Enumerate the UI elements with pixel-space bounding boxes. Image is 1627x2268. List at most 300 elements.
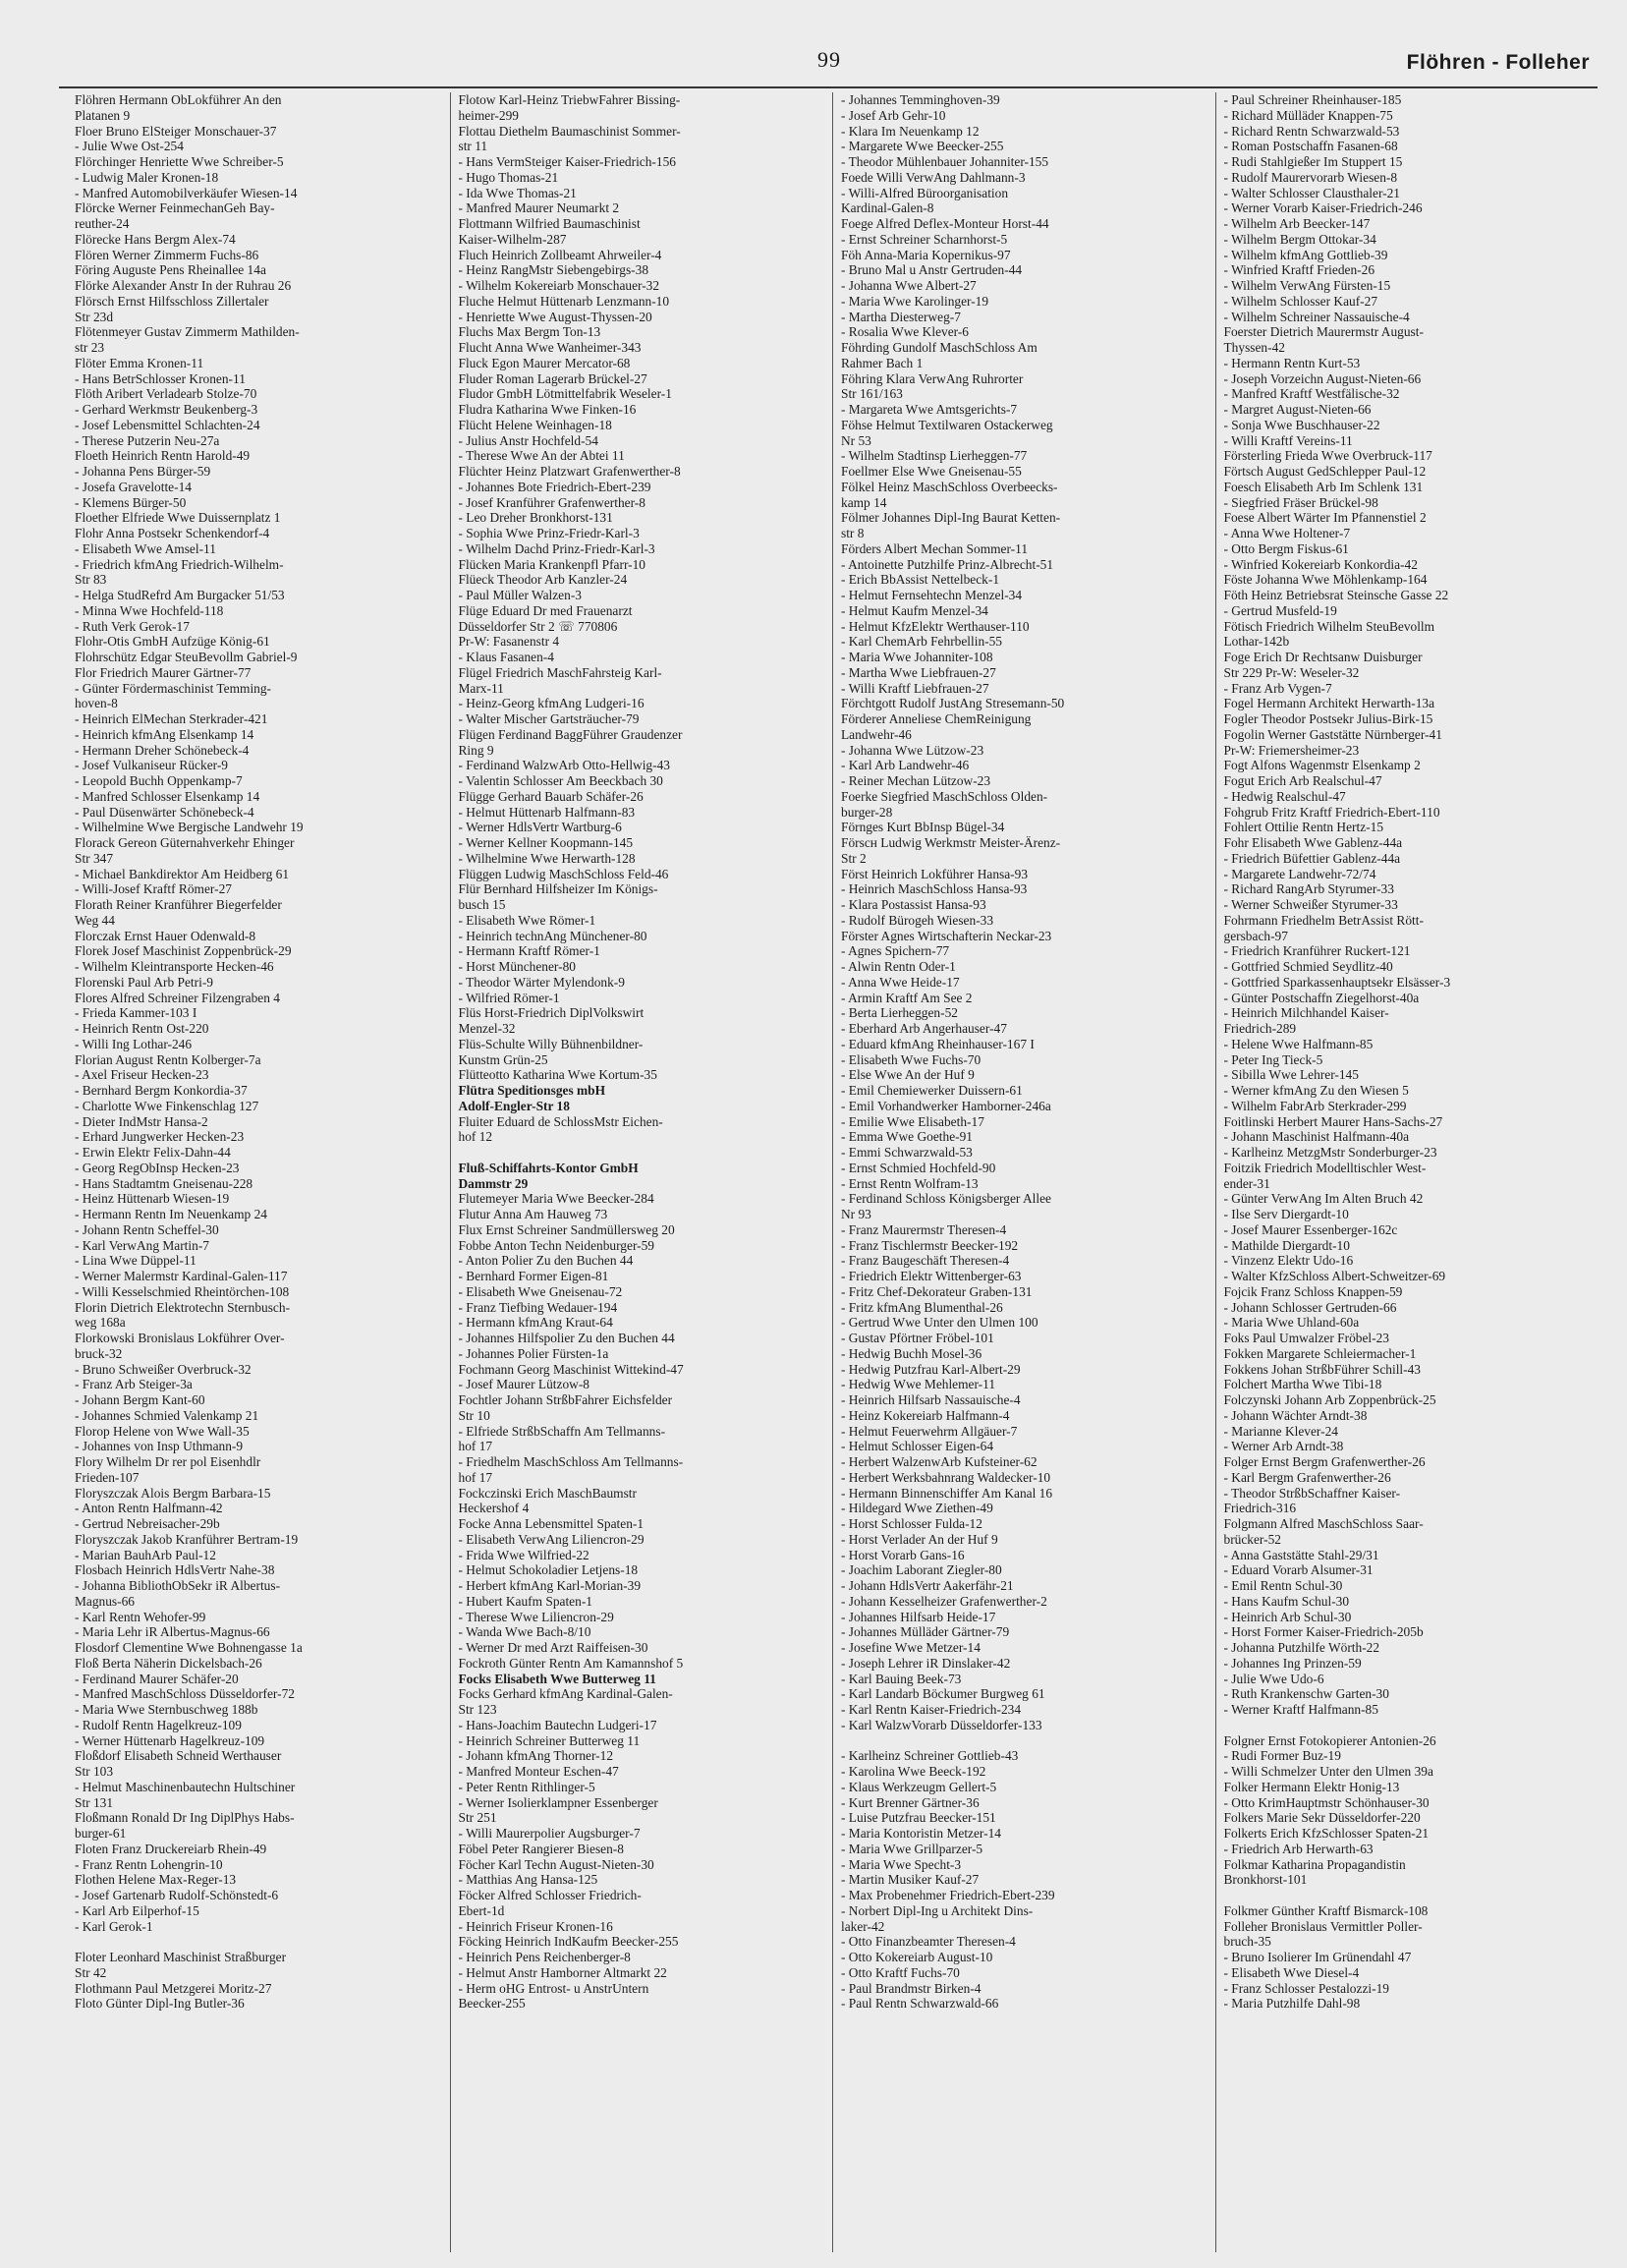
- directory-entry: Florian August Rentn Kolberger-7a: [75, 1051, 261, 1067]
- directory-entry: - Marianne Klever-24: [1223, 1423, 1338, 1439]
- directory-entry: Folleher Bronislaus Vermittler Poller-: [1223, 1918, 1423, 1934]
- directory-entry: - Johanna Wwe Albert-27: [841, 278, 977, 293]
- directory-entry: Str 103: [75, 1764, 114, 1779]
- directory-entry: Föcking Heinrich IndKaufm Beecker-255: [458, 1934, 679, 1950]
- directory-entry: - Eduard Vorarb Alsumer-31: [1223, 1562, 1374, 1578]
- directory-entry: Flügen Ferdinand BaggFührer Graudenzer: [458, 726, 683, 742]
- directory-entry: Foitzik Friedrich Modelltischler West-: [1223, 1160, 1427, 1175]
- directory-entry: Floßmann Ronald Dr Ing DiplPhys Habs-: [75, 1810, 295, 1826]
- directory-entry: gersbach-97: [1223, 928, 1288, 943]
- directory-entry: - Karl Landarb Böckumer Burgweg 61: [841, 1686, 1045, 1702]
- directory-entry: - Gertrud Nebreisacher-29b: [75, 1516, 220, 1531]
- directory-entry: - Johannes Bote Friedrich-Ebert-239: [458, 479, 651, 494]
- directory-entry: - Hermann Binnenschiffer Am Kanal 16: [841, 1485, 1053, 1501]
- directory-entry: - Horst Verlader An der Huf 9: [841, 1531, 998, 1547]
- directory-entry: - Michael Bankdirektor Am Heidberg 61: [75, 866, 290, 881]
- header-rule: [59, 86, 1598, 88]
- directory-entry: - Wilhelm Bergm Ottokar-34: [1223, 231, 1376, 247]
- directory-entry: Flören Werner Zimmerm Fuchs-86: [75, 247, 259, 262]
- directory-entry: - Johann Kesselheizer Grafenwerther-2: [841, 1593, 1047, 1609]
- directory-entry: - Manfred Automobilverkäufer Wiesen-14: [75, 185, 298, 200]
- directory-entry: - Klemens Bürger-50: [75, 494, 187, 510]
- directory-entry: - Elisabeth Wwe Gneisenau-72: [458, 1283, 623, 1299]
- directory-entry: - Helmut Kaufm Menzel-34: [841, 602, 988, 618]
- directory-entry: - Horst Former Kaiser-Friedrich-205b: [1223, 1624, 1424, 1640]
- directory-entry: - Horst Vorarb Gans-16: [841, 1547, 965, 1562]
- directory-entry: - Ruth Krankenschw Garten-30: [1223, 1686, 1389, 1702]
- directory-entry: - Agnes Spichern-77: [841, 943, 950, 959]
- directory-entry: - Winfried Kraftf Frieden-26: [1223, 262, 1375, 278]
- directory-entry: - Margareta Wwe Amtsgerichts-7: [841, 402, 1018, 417]
- directory-entry: Fludor GmbH Lötmittelfabrik Weseler-1: [458, 386, 672, 402]
- directory-entry: Fluder Roman Lagerarb Brückel-27: [458, 370, 647, 386]
- directory-entry: Flörsch Ernst Hilfsschloss Zillertaler: [75, 293, 269, 309]
- directory-entry: - Theodor Wärter Mylendonk-9: [458, 974, 625, 990]
- directory-entry: - Otto Finanzbeamter Theresen-4: [841, 1934, 1016, 1950]
- directory-entry: - Karolina Wwe Beeck-192: [841, 1764, 986, 1779]
- directory-entry: Flöter Emma Kronen-11: [75, 355, 204, 370]
- directory-entry: brücker-52: [1223, 1531, 1281, 1547]
- directory-entry: - Horst Schlosser Fulda-12: [841, 1516, 982, 1531]
- directory-entry: Fohlert Ottilie Rentn Hertz-15: [1223, 820, 1384, 835]
- directory-entry: Pr-W: Friemersheimer-23: [1223, 742, 1360, 758]
- directory-entry: - Wilhelm Kokereiarb Monschauer-32: [458, 278, 660, 293]
- directory-entry: Foitlinski Herbert Maurer Hans-Sachs-27: [1223, 1113, 1443, 1129]
- directory-entry: - Heinrich MaschSchloss Hansa-93: [841, 881, 1028, 897]
- directory-entry: - Hedwig Realschul-47: [1223, 788, 1346, 804]
- directory-entry: - Werner Malermstr Kardinal-Galen-117: [75, 1269, 288, 1283]
- directory-entry: - Emilie Wwe Elisabeth-17: [841, 1113, 984, 1129]
- directory-entry: - Johann Bergm Kant-60: [75, 1392, 205, 1407]
- directory-entry: Floter Leonhard Maschinist Straßburger: [75, 1950, 287, 1964]
- directory-entry: Florack Gereon Güternahverkehr Ehinger: [75, 835, 295, 850]
- directory-entry: kamp 14: [841, 494, 887, 510]
- directory-entry: - Otto Kraftf Fuchs-70: [841, 1964, 960, 1980]
- directory-entry: Fochmann Georg Maschinist Wittekind-47: [458, 1361, 684, 1377]
- directory-entry: - Otto KrimHauptmstr Schönhauser-30: [1223, 1794, 1430, 1810]
- directory-entry: - Erhard Jungwerker Hecken-23: [75, 1129, 245, 1145]
- directory-entry: str 8: [841, 526, 865, 540]
- directory-entry: - Helmut KfzElektr Werthauser-110: [841, 618, 1030, 634]
- directory-entry: - Heinrich ElMechan Sterkrader-421: [75, 711, 268, 726]
- directory-entry: - Wilhelm Kleintransporte Hecken-46: [75, 959, 274, 974]
- directory-entry: - Rudi Stahlgießer Im Stuppert 15: [1223, 154, 1403, 169]
- directory-entry: Flütteotto Katharina Wwe Kortum-35: [458, 1067, 657, 1083]
- directory-entry: - Axel Friseur Hecken-23: [75, 1067, 209, 1083]
- directory-entry: Flörcke Werner FeinmechanGeh Bay-: [75, 200, 275, 216]
- directory-entry: Florop Helene von Wwe Wall-35: [75, 1423, 250, 1439]
- directory-entry: - Karl ChemArb Fehrbellin-55: [841, 634, 1002, 650]
- directory-entry: - Erich BbAssist Nettelbeck-1: [841, 572, 1000, 588]
- directory-entry: - Norbert Dipl-Ing u Architekt Dins-: [841, 1902, 1034, 1918]
- directory-entry: - Reiner Mechan Lützow-23: [841, 773, 991, 788]
- directory-entry: - Martha Wwe Liebfrauen-27: [841, 664, 996, 680]
- directory-entry: [1224, 1718, 1591, 1733]
- directory-entry: - Anna Wwe Holtener-7: [1223, 526, 1351, 540]
- directory-entry: - Karl Gerok-1: [75, 1918, 153, 1934]
- directory-entry: - Ernst Rentn Wolfram-13: [841, 1175, 979, 1191]
- directory-entry: - Rudolf Rentn Hagelkreuz-109: [75, 1717, 242, 1732]
- directory-entry: - Wilhelm Schlosser Kauf-27: [1223, 293, 1378, 309]
- directory-entry: Floten Franz Druckereiarb Rhein-49: [75, 1841, 267, 1856]
- page-header: [59, 47, 1598, 83]
- directory-entry: Flüge Eduard Dr med Frauenarzt: [458, 602, 633, 618]
- directory-entry: - Friedrich kfmAng Friedrich-Wilhelm-: [75, 556, 284, 572]
- directory-entry: Nr 93: [841, 1207, 871, 1221]
- directory-entry: - Fritz kfmAng Blumenthal-26: [841, 1299, 1003, 1315]
- directory-entry: Kunstm Grün-25: [458, 1051, 548, 1067]
- directory-entry: - Richard Mülläder Knappen-75: [1223, 107, 1393, 123]
- directory-entry: - Willi Schmelzer Unter den Ulmen 39a: [1223, 1764, 1433, 1779]
- directory-entry: Fogut Erich Arb Realschul-47: [1223, 773, 1382, 788]
- directory-entry: - Anton Rentn Halfmann-42: [75, 1501, 223, 1516]
- directory-entry: - Wanda Wwe Bach-8/10: [458, 1624, 591, 1640]
- directory-columns: [67, 92, 1598, 2252]
- directory-entry: - Anna Wwe Heide-17: [841, 974, 960, 990]
- directory-entry: - Emil Chemiewerker Duissern-61: [841, 1083, 1023, 1098]
- directory-entry: Fokken Margarete Schleiermacher-1: [1223, 1345, 1417, 1361]
- directory-entry: - Gottfried Sparkassenhauptsekr Elsässer-3: [1223, 974, 1451, 990]
- directory-entry: - Franz Tiefbing Wedauer-194: [458, 1299, 618, 1315]
- directory-entry: - Klara Postassist Hansa-93: [841, 897, 986, 912]
- directory-entry: - Otto Bergm Fiskus-61: [1223, 540, 1349, 556]
- directory-entry: - Josef Arb Gehr-10: [841, 107, 946, 123]
- directory-entry: - Helmut Schokoladier Letjens-18: [458, 1562, 639, 1578]
- directory-entry: - Josef Maurer Essenberger-162c: [1223, 1221, 1398, 1237]
- directory-entry: hoven-8: [75, 696, 118, 711]
- directory-entry: Fogt Alfons Wagenmstr Elsenkamp 2: [1223, 758, 1421, 773]
- directory-entry: Str 251: [458, 1810, 497, 1826]
- directory-entry: - Johann Wächter Arndt-38: [1223, 1407, 1368, 1423]
- directory-entry: Flücht Helene Weinhagen-18: [458, 417, 612, 432]
- directory-entry: - Werner HdlsVertr Wartburg-6: [458, 820, 622, 835]
- directory-entry: - Johann Rentn Scheffel-30: [75, 1221, 219, 1237]
- directory-entry: burger-28: [841, 804, 893, 820]
- directory-entry: - Gerhard Werkmstr Beukenberg-3: [75, 402, 258, 417]
- directory-entry: Flotow Karl-Heinz TriebwFahrer Bissing-: [458, 92, 681, 107]
- directory-entry: - Werner Kraftf Halfmann-85: [1223, 1702, 1378, 1717]
- directory-entry: - Wilfried Römer-1: [458, 990, 560, 1005]
- directory-entry: Flüeck Theodor Arb Kanzler-24: [458, 572, 628, 588]
- directory-entry: - Willi-Alfred Büroorganisation: [841, 185, 1009, 200]
- directory-entry: Floßdorf Elisabeth Schneid Werthauser: [75, 1748, 282, 1764]
- directory-entry: Fluiter Eduard de SchlossMstr Eichen-: [458, 1113, 663, 1129]
- directory-entry: - Maria Wwe Grillparzer-5: [841, 1841, 983, 1856]
- directory-entry: - Manfred Maurer Neumarkt 2: [458, 200, 620, 216]
- directory-entry: weg 168a: [75, 1315, 126, 1331]
- directory-entry: - Josefine Wwe Metzer-14: [841, 1640, 981, 1655]
- directory-entry: - Johannes Hilfspolier Zu den Buchen 44: [458, 1331, 675, 1345]
- directory-entry: - Johannes Ing Prinzen-59: [1223, 1655, 1362, 1671]
- directory-entry: ender-31: [1223, 1175, 1270, 1191]
- directory-entry: - Manfred MaschSchloss Düsseldorfer-72: [75, 1686, 295, 1702]
- directory-entry: - Heinrich Arb Schul-30: [1223, 1609, 1352, 1624]
- directory-entry: - Julie Wwe Ost-254: [75, 139, 184, 154]
- directory-entry: - Werner Isolierklampner Essenberger: [458, 1794, 658, 1810]
- directory-entry: Flörke Alexander Anstr In der Ruhrau 26: [75, 278, 292, 293]
- directory-entry: - Herbert WalzenwArb Kufsteiner-62: [841, 1454, 1038, 1469]
- directory-entry: - Peter Ing Tieck-5: [1223, 1051, 1323, 1067]
- directory-entry: - Vinzenz Elektr Udo-16: [1223, 1253, 1354, 1269]
- directory-entry: - Heinz Hüttenarb Wiesen-19: [75, 1191, 230, 1207]
- directory-entry: - Manfred Schlosser Elsenkamp 14: [75, 788, 260, 804]
- directory-entry: - Karl VerwAng Martin-7: [75, 1237, 209, 1253]
- directory-entry: - Frida Wwe Wilfried-22: [458, 1547, 589, 1562]
- directory-entry: Foks Paul Umwalzer Fröbel-23: [1223, 1331, 1389, 1345]
- directory-entry: - Rudolf Bürogeh Wiesen-33: [841, 912, 994, 928]
- directory-entry: - Willi Maurerpolier Augsburger-7: [458, 1826, 641, 1841]
- directory-entry: [459, 1145, 825, 1161]
- directory-entry: Kardinal-Galen-8: [841, 200, 934, 216]
- directory-entry: - Elisabeth Wwe Fuchs-70: [841, 1051, 982, 1067]
- directory-entry: - Maria Wwe Sternbuschweg 188b: [75, 1702, 258, 1717]
- directory-entry: - Werner Dr med Arzt Raiffeisen-30: [458, 1640, 648, 1655]
- directory-entry: - Karl Arb Landwehr-46: [841, 758, 970, 773]
- directory-entry: - Hubert Kaufm Spaten-1: [458, 1593, 592, 1609]
- directory-entry: - Armin Kraftf Am See 2: [841, 990, 973, 1005]
- directory-entry: Florenski Paul Arb Petri-9: [75, 974, 213, 990]
- directory-entry: - Hedwig Putzfrau Karl-Albert-29: [841, 1361, 1021, 1377]
- directory-entry: - Heinrich Schreiner Butterweg 11: [458, 1732, 641, 1748]
- directory-entry: - Johann Schlosser Gertruden-66: [1223, 1299, 1397, 1315]
- directory-entry: Flüggen Ludwig MaschSchloss Feld-46: [458, 866, 669, 881]
- directory-entry: - Wilhelm kfmAng Gottlieb-39: [1223, 247, 1388, 262]
- directory-entry: burger-61: [75, 1826, 127, 1841]
- directory-entry: laker-42: [841, 1918, 885, 1934]
- directory-entry: Flosdorf Clementine Wwe Bohnengasse 1a: [75, 1640, 303, 1655]
- directory-entry: - Werner Vorarb Kaiser-Friedrich-246: [1223, 200, 1423, 216]
- directory-entry: busch 15: [458, 897, 506, 912]
- directory-entry: Folchert Martha Wwe Tibi-18: [1223, 1377, 1382, 1392]
- directory-entry: - Johannes Temminghoven-39: [841, 92, 1000, 107]
- directory-entry: - Herbert kfmAng Karl-Morian-39: [458, 1578, 642, 1593]
- directory-entry: heimer-299: [458, 107, 519, 123]
- directory-entry: Flütra Speditionsges mbH: [458, 1083, 606, 1098]
- directory-entry: [1224, 1888, 1591, 1903]
- directory-entry: - Friedrich Büfettier Gablenz-44a: [1223, 850, 1401, 866]
- directory-entry: - Helmut Feuerwehrm Allgäuer-7: [841, 1423, 1018, 1439]
- directory-entry: Försterling Frieda Wwe Overbruck-117: [1223, 448, 1432, 464]
- directory-entry: - Richard Rentn Schwarzwald-53: [1223, 123, 1400, 139]
- directory-entry: Föcker Alfred Schlosser Friedrich-: [458, 1888, 642, 1902]
- directory-entry: Focks Gerhard kfmAng Kardinal-Galen-: [458, 1686, 673, 1702]
- directory-entry: - Werner kfmAng Zu den Wiesen 5: [1223, 1083, 1409, 1098]
- directory-entry: bruch-35: [1223, 1934, 1271, 1950]
- directory-entry: - Julius Anstr Hochfeld-54: [458, 432, 598, 448]
- directory-entry: Florkowski Bronislaus Lokführer Over-: [75, 1331, 285, 1345]
- directory-entry: - Bernhard Former Eigen-81: [458, 1269, 609, 1283]
- directory-entry: Foellmer Else Wwe Gneisenau-55: [841, 464, 1022, 479]
- directory-entry: - Johannes Schmied Valenkamp 21: [75, 1407, 259, 1423]
- directory-entry: [841, 1733, 1207, 1749]
- column-3: [832, 92, 1215, 2252]
- directory-entry: Folgner Ernst Fotokopierer Antonien-26: [1223, 1732, 1436, 1748]
- directory-entry: - Gustav Pförtner Fröbel-101: [841, 1331, 994, 1345]
- directory-entry: Foese Albert Wärter Im Pfannenstiel 2: [1223, 510, 1427, 526]
- directory-entry: - Kurt Brenner Gärtner-36: [841, 1794, 980, 1810]
- directory-entry: - Hildegard Wwe Ziethen-49: [841, 1501, 993, 1516]
- directory-entry: Fohr Elisabeth Wwe Gablenz-44a: [1223, 835, 1403, 850]
- directory-entry: - Josef Lebensmittel Schlachten-24: [75, 417, 260, 432]
- directory-entry: - Peter Rentn Rithlinger-5: [458, 1779, 595, 1794]
- directory-entry: - Helmut Fernsehtechn Menzel-34: [841, 588, 1023, 602]
- directory-entry: - Heinrich Friseur Kronen-16: [458, 1918, 613, 1934]
- directory-entry: - Heinrich Rentn Ost-220: [75, 1021, 209, 1036]
- directory-entry: Str 2: [841, 850, 867, 866]
- directory-entry: - Karl Rentn Kaiser-Friedrich-234: [841, 1702, 1022, 1717]
- directory-entry: - Johannes Hilfsarb Heide-17: [841, 1609, 996, 1624]
- directory-entry: Flutur Anna Am Hauweg 73: [458, 1207, 608, 1221]
- directory-entry: - Klaus Fasanen-4: [458, 650, 554, 664]
- directory-entry: Str 10: [458, 1407, 490, 1423]
- directory-entry: Fluche Helmut Hüttenarb Lenzmann-10: [458, 293, 670, 309]
- directory-entry: - Klara Im Neuenkamp 12: [841, 123, 980, 139]
- directory-entry: - Theodor StrßbSchaffner Kaiser-: [1223, 1485, 1401, 1501]
- directory-entry: - Ernst Schreiner Scharnhorst-5: [841, 231, 1008, 247]
- directory-entry: - Werner Kellner Koopmann-145: [458, 835, 634, 850]
- directory-entry: - Sophia Wwe Prinz-Friedr-Karl-3: [458, 526, 640, 540]
- directory-entry: - Margret August-Nieten-66: [1223, 402, 1372, 417]
- directory-entry: - Leo Dreher Bronkhorst-131: [458, 510, 613, 526]
- directory-entry: - Heinrich kfmAng Elsenkamp 14: [75, 726, 254, 742]
- directory-entry: - Eberhard Arb Angerhauser-47: [841, 1021, 1007, 1036]
- directory-entry: Flory Wilhelm Dr rer pol Eisenhdlr: [75, 1454, 261, 1469]
- directory-entry: Florek Josef Maschinist Zoppenbrück-29: [75, 943, 292, 959]
- directory-entry: - Margarete Landwehr-72/74: [1223, 866, 1376, 881]
- directory-entry: - Josef Maurer Lützow-8: [458, 1377, 589, 1392]
- directory-entry: - Ida Wwe Thomas-21: [458, 185, 577, 200]
- directory-entry: - Willi-Josef Kraftf Römer-27: [75, 881, 232, 897]
- directory-entry: - Mathilde Diergardt-10: [1223, 1237, 1350, 1253]
- directory-entry: Flores Alfred Schreiner Filzengraben 4: [75, 990, 280, 1005]
- directory-entry: - Heinrich Hilfsarb Nassauische-4: [841, 1392, 1021, 1407]
- directory-entry: str 23: [75, 340, 105, 355]
- directory-entry: - Leopold Buchh Oppenkamp-7: [75, 773, 243, 788]
- directory-entry: Fohrmann Friedhelm BetrAssist Rött-: [1223, 912, 1424, 928]
- directory-entry: - Ferdinand WalzwArb Otto-Hellwig-43: [458, 758, 670, 773]
- directory-entry: - Rosalia Wwe Klever-6: [841, 324, 969, 340]
- directory-entry: - Karl Arb Eilperhof-15: [75, 1902, 199, 1918]
- directory-entry: Foge Erich Dr Rechtsanw Duisburger: [1223, 650, 1423, 664]
- directory-entry: Heckershof 4: [458, 1501, 530, 1516]
- directory-entry: - Joseph Vorzeichn August-Nieten-66: [1223, 370, 1422, 386]
- directory-entry: bruck-32: [75, 1345, 123, 1361]
- directory-entry: Flörecke Hans Bergm Alex-74: [75, 231, 236, 247]
- directory-entry: - Hermann Kraftf Römer-1: [458, 943, 600, 959]
- column-1: [67, 92, 450, 2252]
- directory-entry: Fockczinski Erich MaschBaumstr: [458, 1485, 637, 1501]
- directory-entry: - Heinz Kokereiarb Halfmann-4: [841, 1407, 1010, 1423]
- directory-entry: - Johanna Putzhilfe Wörth-22: [1223, 1640, 1380, 1655]
- directory-entry: - Henriette Wwe August-Thyssen-20: [458, 309, 652, 324]
- directory-entry: - Ferdinand Maurer Schäfer-20: [75, 1671, 239, 1686]
- directory-entry: - Bruno Mal u Anstr Gertruden-44: [841, 262, 1023, 278]
- directory-entry: Föh Anna-Maria Kopernikus-97: [841, 247, 1011, 262]
- directory-entry: Föbel Peter Rangierer Biesen-8: [458, 1841, 624, 1856]
- directory-entry: Flothen Helene Max-Reger-13: [75, 1872, 237, 1888]
- directory-entry: - Bernhard Bergm Konkordia-37: [75, 1083, 248, 1098]
- directory-entry: - Wilhelm Stadtinsp Lierheggen-77: [841, 448, 1028, 464]
- directory-entry: Föhse Helmut Textilwaren Ostackerweg: [841, 417, 1053, 432]
- directory-entry: Weg 44: [75, 912, 115, 928]
- directory-entry: - Ilse Serv Diergardt-10: [1223, 1207, 1349, 1221]
- directory-entry: - Wilhelm VerwAng Fürsten-15: [1223, 278, 1391, 293]
- directory-entry: Folkers Marie Sekr Düsseldorfer-220: [1223, 1810, 1421, 1826]
- directory-entry: - Helga StudRefrd Am Burgacker 51/53: [75, 588, 285, 602]
- directory-entry: Str 42: [75, 1964, 107, 1980]
- directory-entry: - Willi Kraftf Vereins-11: [1223, 432, 1353, 448]
- column-4: [1215, 92, 1599, 2252]
- directory-entry: - Hermann Dreher Schönebeck-4: [75, 742, 250, 758]
- directory-entry: - Friedhelm MaschSchloss Am Tellmanns-: [458, 1454, 684, 1469]
- directory-entry: Kaiser-Wilhelm-287: [458, 231, 567, 247]
- directory-entry: - Hans Kaufm Schul-30: [1223, 1593, 1350, 1609]
- directory-entry: Flottmann Wilfried Baumaschinist: [458, 216, 641, 231]
- directory-entry: Str 229 Pr-W: Weseler-32: [1223, 664, 1360, 680]
- directory-entry: - Ludwig Maler Kronen-18: [75, 169, 219, 185]
- directory-entry: - Werner Hüttenarb Hagelkreuz-109: [75, 1732, 265, 1748]
- directory-entry: Folkerts Erich KfzSchlosser Spaten-21: [1223, 1826, 1430, 1841]
- directory-entry: - Klaus Werkzeugm Gellert-5: [841, 1779, 997, 1794]
- directory-entry: Magnus-66: [75, 1593, 135, 1609]
- directory-entry: Dammstr 29: [458, 1175, 529, 1191]
- directory-entry: Florin Dietrich Elektrotechn Sternbusch-: [75, 1299, 291, 1315]
- directory-entry: - Martha Diesterweg-7: [841, 309, 961, 324]
- directory-entry: Fölmer Johannes Dipl-Ing Baurat Ketten-: [841, 510, 1061, 526]
- directory-entry: - Bruno Isolierer Im Grünendahl 47: [1223, 1950, 1412, 1964]
- directory-entry: Foesch Elisabeth Arb Im Schlenk 131: [1223, 479, 1424, 494]
- directory-entry: hof 17: [458, 1439, 493, 1454]
- directory-entry: Foerster Dietrich Maurermstr August-: [1223, 324, 1424, 340]
- directory-entry: Flüs-Schulte Willy Bühnenbildner-: [458, 1036, 644, 1051]
- directory-entry: - Paul Rentn Schwarzwald-66: [841, 1996, 999, 2012]
- directory-entry: Föring Auguste Pens Rheinallee 14a: [75, 262, 266, 278]
- directory-entry: - Ernst Schmied Hochfeld-90: [841, 1160, 996, 1175]
- directory-entry: - Roman Postschaffn Fasanen-68: [1223, 139, 1398, 154]
- directory-entry: Folgmann Alfred MaschSchloss Saar-: [1223, 1516, 1424, 1531]
- directory-entry: Fluch Heinrich Zollbeamt Ahrweiler-4: [458, 247, 662, 262]
- directory-entry: - Werner Arb Arndt-38: [1223, 1439, 1344, 1454]
- directory-entry: Fochtler Johann StrßbFahrer Eichsfelder: [458, 1392, 673, 1407]
- directory-entry: - Charlotte Wwe Finkenschlag 127: [75, 1098, 259, 1113]
- directory-entry: [75, 1934, 442, 1950]
- directory-entry: Fockroth Günter Rentn Am Kamannshof 5: [458, 1655, 684, 1671]
- directory-entry: Förders Albert Mechan Sommer-11: [841, 540, 1029, 556]
- directory-entry: - Elisabeth Wwe Amsel-11: [75, 540, 216, 556]
- directory-entry: Str 161/163: [841, 386, 903, 402]
- directory-entry: - Karl Bergm Grafenwerther-26: [1223, 1469, 1391, 1485]
- directory-entry: - Lina Wwe Düppel-11: [75, 1253, 196, 1269]
- directory-entry: - Manfred Monteur Eschen-47: [458, 1764, 619, 1779]
- directory-entry: - Siegfried Fräser Brückel-98: [1223, 494, 1378, 510]
- directory-entry: - Heinrich Milchhandel Kaiser-: [1223, 1005, 1389, 1021]
- directory-entry: Floer Bruno ElSteiger Monschauer-37: [75, 123, 277, 139]
- directory-entry: Fogel Hermann Architekt Herwarth-13a: [1223, 696, 1435, 711]
- directory-entry: Thyssen-42: [1223, 340, 1285, 355]
- directory-entry: - Elisabeth Wwe Diesel-4: [1223, 1964, 1360, 1980]
- directory-entry: - Josef Kranführer Grafenwerther-8: [458, 494, 645, 510]
- directory-entry: Floto Günter Dipl-Ing Butler-36: [75, 1996, 245, 2012]
- directory-entry: - Karlheinz Schreiner Gottlieb-43: [841, 1748, 1019, 1764]
- directory-entry: Flor Friedrich Maurer Gärtner-77: [75, 664, 252, 680]
- directory-entry: Friedrich-289: [1223, 1021, 1297, 1036]
- directory-entry: Ring 9: [458, 742, 494, 758]
- directory-entry: - Heinz RangMstr Siebengebirgs-38: [458, 262, 649, 278]
- directory-entry: Fobbe Anton Techn Neidenburger-59: [458, 1237, 654, 1253]
- directory-entry: Menzel-32: [458, 1021, 516, 1036]
- directory-entry: Ebert-1d: [458, 1902, 505, 1918]
- directory-entry: - Marian BauhArb Paul-12: [75, 1547, 216, 1562]
